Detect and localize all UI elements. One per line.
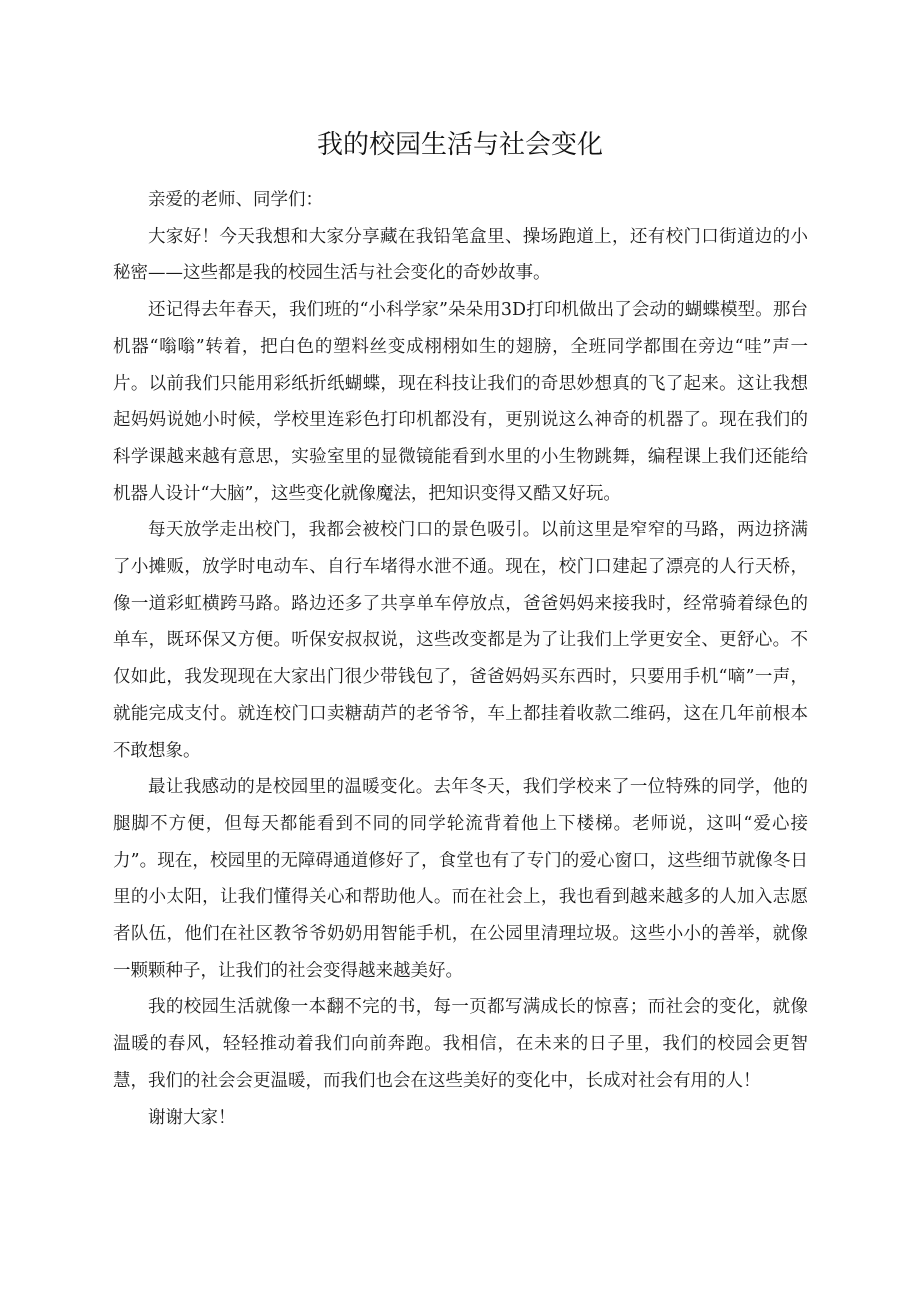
paragraph-intro: 大家好！今天我想和大家分享藏在我铅笔盒里、操场跑道上，还有校门口街道边的小秘密——这些都是我的校园生活与社会变化的奇妙故事。 <box>113 226 808 284</box>
greeting: 亲爱的老师、同学们： <box>148 190 323 210</box>
paragraph-warm-changes: 最让我感动的是校园里的温暖变化。去年冬天，我们学校来了一位特殊的同学，他的腿脚不方便，但每天都能看到不同的同学轮流背着他上下楼梯。老师说，这叫“爱心接力”。现在，校园里的无障碍通道修好了，食堂也有了专门的爱心窗口，这些细节就像冬日里的小太阳，让我们懂得关心和帮助他人。而在社会上，我也看到越来越多的人加入志愿者队伍，他们在社区教爷爷奶奶用智能手机，在公园里清理垃圾。这些小小的善举，就像一颗颗种子，让我们的社会变得越来越美好。 <box>113 777 808 981</box>
paragraph-conclusion: 我的校园生活就像一本翻不完的书，每一页都写满成长的惊喜；而社会的变化，就像温暖的春风，轻轻推动着我们向前奔跑。我相信，在未来的日子里，我们的校园会更智慧，我们的社会会更温暖，而我们也会在这些美好的变化中，长成对社会有用的人！ <box>113 997 808 1091</box>
page-title: 我的校园生活与社会变化 <box>316 130 603 160</box>
closing: 谢谢大家！ <box>148 1107 236 1128</box>
paragraph-3d-printer: 还记得去年春天，我们班的“小科学家”朵朵用3D打印机做出了会动的蝴蝶模型。那台机器“嗡嗡”转着，把白色的塑料丝变成栩栩如生的翅膀，全班同学都围在旁边“哇”声一片。以前我们只能用彩纸折纸蝴蝶，现在科技让我们的奇思妙想真的飞了起来。这让我想起妈妈说她小时候，学校里连彩色打印机都没有，更别说这么神奇的机器了。现在我们的科学课越来越有意思，实验室里的显微镜能看到水里的小生物跳舞，编程课上我们还能给机器人设计“大脑”，这些变化就像魔法，把知识变得又酷又好玩。 <box>113 300 808 504</box>
paragraph-school-gate: 每天放学走出校门，我都会被校门口的景色吸引。以前这里是窄窄的马路，两边挤满了小摊贩，放学时电动车、自行车堵得水泄不通。现在，校门口建起了漂亮的人行天桥，像一道彩虹横跨马路。路边还多了共享单车停放点，爸爸妈妈来接我时，经常骑着绿色的单车，既环保又方便。听保安叔叔说，这些改变都是为了让我们上学更安全、更舒心。不仅如此，我发现现在大家出门很少带钱包了，爸爸妈妈买东西时，只要用手机“嘀”一声，就能完成支付。就连校门口卖糖葫芦的老爷爷，车上都挂着收款二维码，这在几年前根本不敢想象。 <box>113 520 808 761</box>
document-body <box>113 182 808 1136</box>
